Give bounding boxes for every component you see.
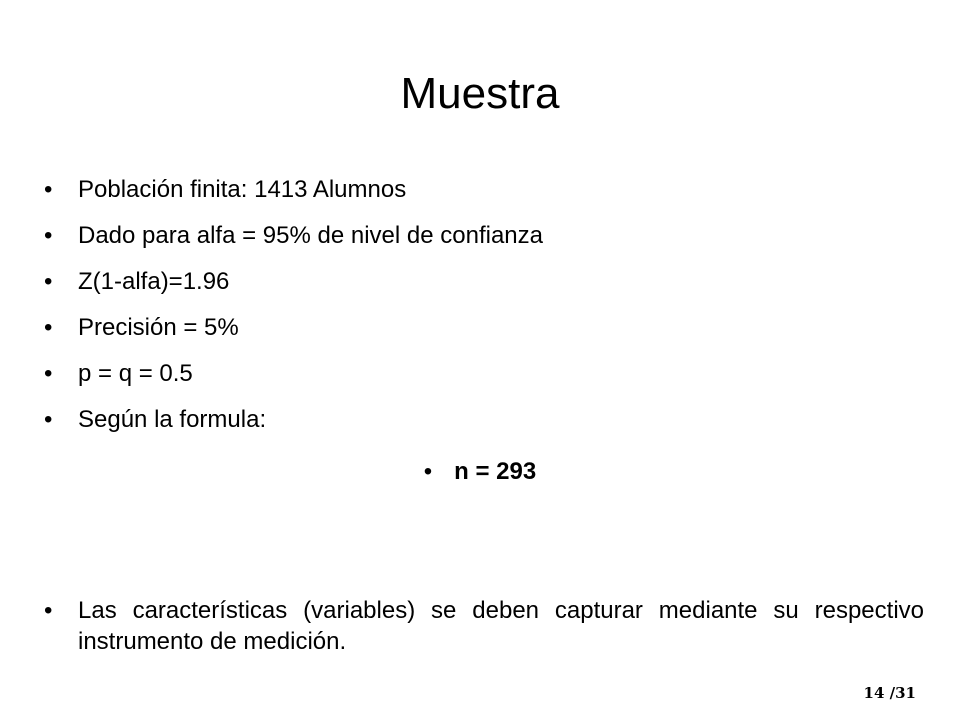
bullet-icon: •: [44, 176, 53, 203]
bullet-item: [44, 174, 924, 220]
final-bullet: [44, 595, 924, 657]
bullet-icon: •: [44, 406, 53, 433]
bullet-item: [44, 358, 924, 404]
bullet-item: [44, 404, 924, 450]
bullet-text: Población finita: 1413 Alumnos: [78, 176, 407, 203]
bullet-item: [44, 220, 924, 266]
slide-title: Muestra: [400, 69, 560, 118]
bullet-text: Precisión = 5%: [78, 314, 239, 341]
bullet-text: Según la formula:: [78, 406, 267, 433]
result-bullet: [0, 456, 960, 487]
bullet-icon: •: [44, 314, 53, 341]
bullet-icon: •: [44, 597, 53, 624]
bullet-icon: •: [44, 268, 53, 295]
bullet-text: p = q = 0.5: [78, 360, 193, 387]
bullet-icon: •: [44, 360, 53, 387]
bullet-list: [44, 174, 924, 450]
bullet-text: Z(1-alfa)=1.96: [78, 268, 230, 295]
result-text: n = 293: [454, 458, 537, 485]
bullet-item: [44, 266, 924, 312]
bullet-item: [44, 312, 924, 358]
bullet-icon: •: [423, 458, 433, 485]
bullet-text: Dado para alfa = 95% de nivel de confianza: [78, 222, 543, 249]
bullet-icon: •: [44, 222, 53, 249]
final-bullet-text: Las características (variables) se deben capturar mediante su respectivo instrumento de medición.: [78, 597, 924, 655]
page-number: 14 /31: [863, 684, 916, 702]
